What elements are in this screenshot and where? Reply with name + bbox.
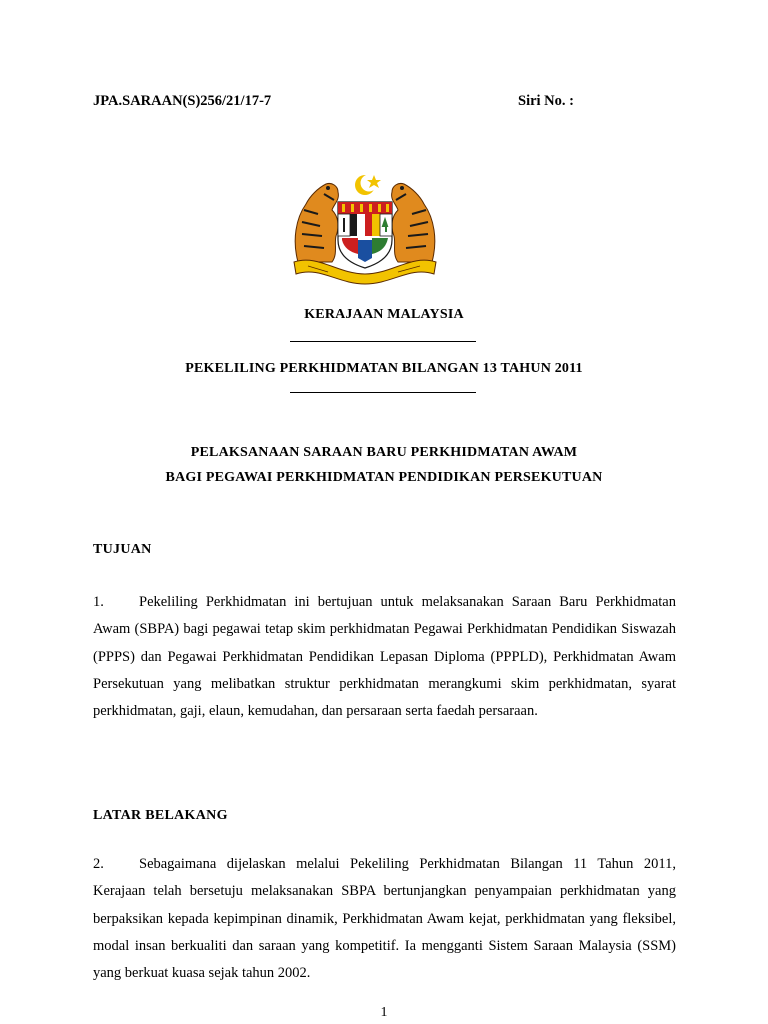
subject-line-2: BAGI PEGAWAI PERKHIDMATAN PENDIDIKAN PERSEKUTUAN <box>165 470 603 485</box>
paragraph-text: Sebagaimana dijelaskan melalui Pekeliling Perkhidmatan Bilangan 11 Tahun 2011, Kerajaan telah bersetuju melaksanakan SBPA bertunjangkan penyampaian perkhidmatan yang berpaksikan kepada kepimpinan dinamik, Perkhidmatan Awam kejat, perkhidmatan yang fleksibel, modal insan berkualiti dan saraan yang kompetitif. Ia mengganti Sistem Saraan Malaysia (SSM) yang berkuat kuasa sejak tahun 2002. <box>93 856 676 982</box>
circular-title: PEKELILING PERKHIDMATAN BILANGAN 13 TAHUN 2011 <box>185 361 583 376</box>
paragraph-number: 1. <box>93 594 104 610</box>
circular-underline <box>290 392 476 393</box>
page-number: 1 <box>380 1005 388 1020</box>
paragraph-text: Pekeliling Perkhidmatan ini bertujuan untuk melaksanakan Saraan Baru Perkhidmatan Awam (SBPA) bagi pegawai tetap skim perkhidmatan Pegawai Perkhidmatan Pendidikan Siswazah (PPPS) dan Pegawai Perkhidmatan Pendidikan Lepasan Diploma (PPPLD), Perkhidmatan Awam Persekutuan yang melibatkan struktur perkhidmatan merangkumi skim perkhidmatan, syarat perkhidmatan, gaji, elaun, kemudahan, dan persaraan serta faedah persaraan. <box>93 594 676 720</box>
paragraph-number: 2. <box>93 856 104 872</box>
title-underline <box>290 341 476 342</box>
government-title: KERAJAAN MALAYSIA <box>304 307 464 322</box>
serial-number-label: Siri No. : <box>518 93 574 109</box>
paragraph-1 <box>93 589 676 725</box>
section-heading-latar-belakang: LATAR BELAKANG <box>93 808 228 823</box>
paragraph-2 <box>93 851 676 987</box>
subject-line-1: PELAKSANAAN SARAAN BARU PERKHIDMATAN AWAM <box>190 445 578 460</box>
section-heading-tujuan: TUJUAN <box>93 542 152 557</box>
reference-number: JPA.SARAAN(S)256/21/17-7 <box>93 93 272 109</box>
malaysia-coat-of-arms-icon <box>288 170 442 286</box>
